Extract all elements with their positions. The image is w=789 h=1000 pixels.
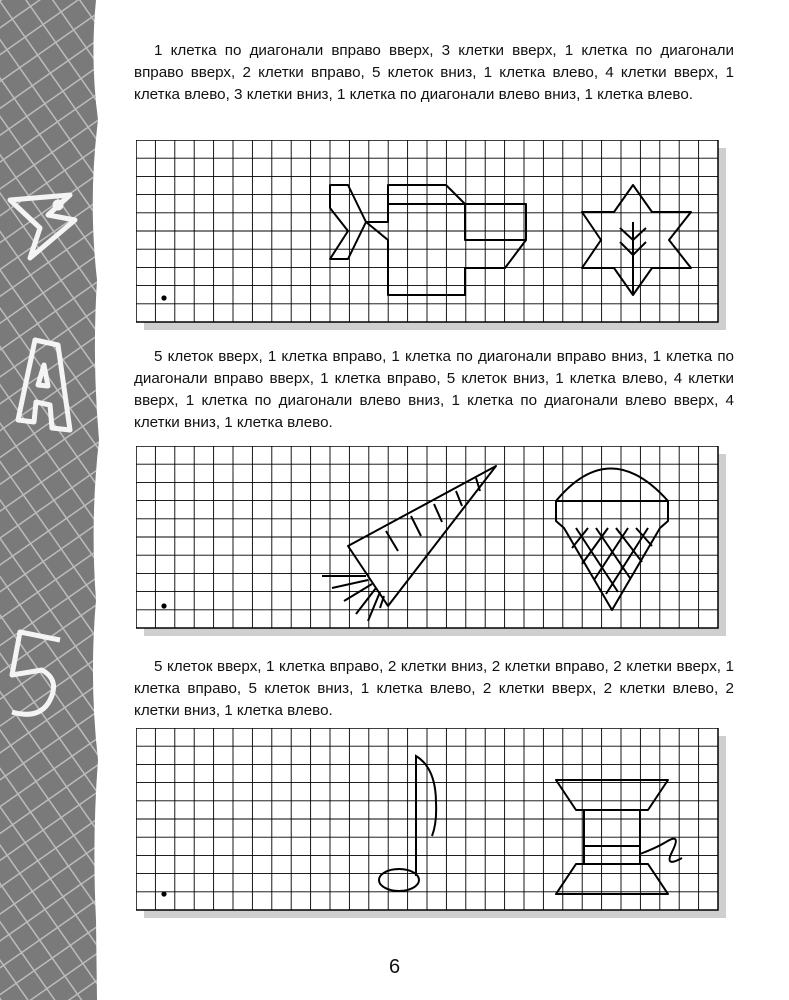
task-grid-2	[136, 446, 726, 636]
task-instruction-1: 1 клетка по диагонали вправо вверх, 3 клетки вверх, 1 клетка по диагонали вправо вверх, 2 клетки вправо, 5 клеток вниз, 1 клетка влево, 4 клетки вверх, 1 клетка влево, 3 клетки вниз, 1 клетка по диагонали влево вниз, 1 клетка влево.	[134, 42, 734, 103]
decorative-side-strip	[0, 0, 100, 1000]
task-instruction-3: 5 клеток вверх, 1 клетка вправо, 2 клетки вниз, 2 клетки вправо, 2 клетки вверх, 1 клетка вправо, 5 клеток вниз, 1 клетка влево, 2 клетки вверх, 2 клетки влево, 2 клетки вниз, 1 клетка влево.	[134, 658, 734, 719]
task-instruction-2: 5 клеток вверх, 1 клетка вправо, 1 клетка по диагонали вправо вниз, 1 клетка по диагонали вправо вверх, 1 клетка вправо, 5 клеток вниз, 1 клетка влево, 4 клетки вверх, 1 клетка по диагонали влево вниз, 1 клетка по диагонали влево вверх, 4 клетки вниз, 1 клетка влево.	[134, 348, 734, 431]
task-grid-1	[136, 140, 726, 330]
task-grid-3	[136, 728, 726, 918]
start-point	[161, 295, 166, 300]
start-point	[161, 603, 166, 608]
start-point	[161, 891, 166, 896]
page-number: 6	[388, 956, 401, 978]
